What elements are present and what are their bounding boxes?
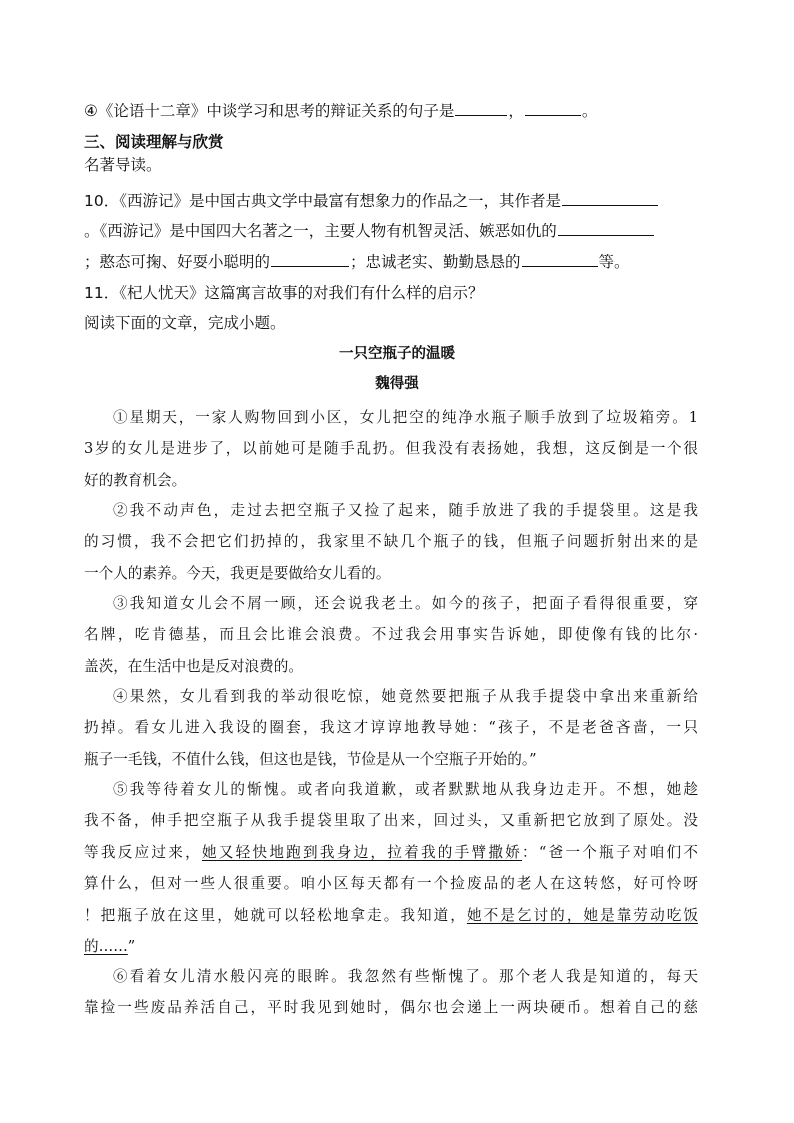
question-text: ；憨态可掬、好耍小聪明的 [84, 253, 271, 271]
question-text: ④《论语十二章》中谈学习和思考的辩证关系的句子是 [84, 102, 455, 120]
paragraph-line: ④果然，女儿看到我的举动很吃惊，她竟然要把瓶子从我手提袋中拿出来重新给 [113, 688, 698, 705]
paragraph-2 [84, 495, 698, 589]
section-subtitle: 名著导读。 [84, 156, 162, 174]
paragraph-5 [84, 774, 698, 962]
answer-blank[interactable] [455, 100, 507, 116]
question-text: 10．《西游记》是中国古典文学中最富有想象力的作品之一，其作者是 [84, 192, 561, 210]
question-text: ；忠诚老实、勤勤恳恳的 [350, 253, 521, 271]
end-mark: 。 [581, 102, 598, 120]
paragraph-line: 我不备，伸手把空瓶子从我手提袋里取了出来，回过头，又重新把它放到了原处。没 [84, 812, 698, 830]
underlined-sentence: 她不是乞讨的，她是靠劳动吃饭 [466, 906, 698, 924]
text-segment: 等我反应过来， [84, 843, 202, 861]
article-title: 一只空瓶子的温暖 [339, 345, 455, 362]
question-9-item-4 [84, 100, 710, 122]
paragraph-3 [84, 588, 698, 682]
question-text: 等。 [598, 253, 630, 271]
paragraph-line: 一个人的素养。今天，我更是要做给女儿看的。 [84, 564, 391, 582]
underlined-sentence: 她又轻快地跑到我身边，拉着我的手臂撒娇 [201, 843, 523, 861]
question-text: 。《西游记》是中国四大名著之一，主要人物有机智灵活、嫉恶如仇的 [84, 222, 557, 240]
paragraph-line: ①星期天，一家人购物回到小区，女儿把空的纯净水瓶子顺手放到了垃圾箱旁。1 [113, 409, 698, 426]
paragraph-line [84, 837, 698, 868]
paragraph-line: 好的教育机会。 [84, 471, 187, 489]
text-segment: ：“爸一个瓶子对咱们不 [522, 843, 698, 861]
paragraph-line: ⑤我等待着女儿的惭愧。或者向我道歉，或者默默地从我身边走开。不想，她趁 [113, 781, 698, 798]
paragraph-1 [84, 402, 698, 496]
separator: ， [508, 102, 524, 120]
paragraph-4 [84, 681, 698, 775]
section-heading: 三、阅读理解与欣赏 [84, 133, 224, 151]
question-10-line-1 [84, 190, 710, 212]
paragraph-line: 算什么，但对一些人很重要。咱小区每天都有一个捡废品的老人在这转悠，好可怜呀 [84, 875, 698, 893]
paragraph-line: 盖茨，在生活中也是反对浪费的。 [84, 657, 303, 675]
text-segment: ！把瓶子放在这里，她就可以轻松地拿走。我知道， [84, 906, 467, 924]
answer-blank-character-3[interactable] [522, 251, 598, 267]
paragraph-line: 靠捡一些废品养活自己，平时我见到她时，偶尔也会递上一两块硬币。想着自己的慈 [84, 999, 698, 1017]
paragraph-line: ③我知道女儿会不屑一顾，还会说我老土。如今的孩子，把面子看得很重要，穿 [113, 595, 698, 612]
paragraph-line: 3岁的女儿是进步了，以前她可是随手乱扔。但我没有表扬她，我想，这反倒是一个很 [84, 440, 698, 458]
article-author: 魏得强 [375, 375, 419, 392]
answer-blank[interactable] [525, 100, 581, 116]
underlined-sentence: 的…… [84, 938, 128, 956]
question-10-line-2 [84, 220, 710, 242]
paragraph-line: 名牌，吃肯德基，而且会比谁会浪费。不过我会用事实告诉她，即使像有钱的比尔· [84, 626, 698, 644]
answer-blank-character-1[interactable] [558, 220, 654, 236]
paragraph-line [84, 900, 698, 931]
question-11: 11．《杞人忧天》这篇寓言故事的对我们有什么样的启示？ [84, 284, 484, 302]
paragraph-line: 扔掉。看女儿进入我设的圈套，我这才谆谆地教导她：“孩子，不是老爸吝啬，一只 [84, 719, 698, 737]
paragraph-line: ⑥看着女儿清水般闪亮的眼眸。我忽然有些惭愧了。那个老人我是知道的，每天 [113, 968, 698, 985]
paragraph-line [84, 931, 698, 962]
paragraph-6 [84, 961, 698, 1024]
answer-blank-character-2[interactable] [271, 251, 349, 267]
question-10-line-3 [84, 251, 710, 273]
paragraph-line: ②我不动声色，走过去把空瓶子又捡了起来，随手放进了我的手提袋里。这是我 [113, 502, 698, 519]
text-segment: ” [127, 938, 136, 956]
paragraph-line: 的习惯，我不会把它们扔掉的，我家里不缺几个瓶子的钱，但瓶子问题折射出来的是 [84, 533, 698, 551]
paragraph-line: 瓶子一毛钱，不值什么钱，但这也是钱，节俭是从一个空瓶子开始的。” [84, 750, 537, 768]
answer-blank-author[interactable] [562, 190, 658, 206]
reading-instruction: 阅读下面的文章，完成小题。 [84, 314, 286, 332]
